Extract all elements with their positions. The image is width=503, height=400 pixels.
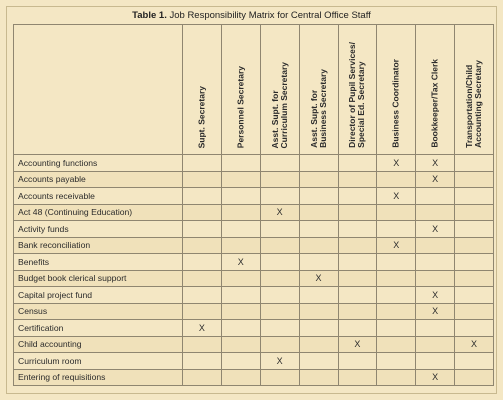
matrix-cell xyxy=(221,188,260,205)
matrix-cell xyxy=(416,336,455,353)
matrix-cell xyxy=(455,155,494,172)
matrix-cell xyxy=(183,270,222,287)
matrix-cell xyxy=(299,204,338,221)
matrix-cell xyxy=(338,171,377,188)
row-label: Accounts receivable xyxy=(14,188,183,205)
matrix-cell: X xyxy=(183,320,222,337)
matrix-cell xyxy=(260,320,299,337)
matrix-cell: X xyxy=(416,221,455,238)
matrix-cell: X xyxy=(416,171,455,188)
matrix-cell xyxy=(183,353,222,370)
matrix-cell xyxy=(260,336,299,353)
matrix-cell xyxy=(455,320,494,337)
matrix-cell: X xyxy=(455,336,494,353)
row-label: Bank reconciliation xyxy=(14,237,183,254)
matrix-cell xyxy=(221,237,260,254)
matrix-cell xyxy=(183,303,222,320)
matrix-cell xyxy=(260,270,299,287)
matrix-cell xyxy=(377,336,416,353)
column-header xyxy=(377,25,416,155)
matrix-cell xyxy=(338,320,377,337)
matrix-cell xyxy=(221,336,260,353)
column-header xyxy=(260,25,299,155)
row-label: Act 48 (Continuing Education) xyxy=(14,204,183,221)
matrix-cell xyxy=(455,221,494,238)
matrix-cell xyxy=(416,254,455,271)
matrix-cell: X xyxy=(377,155,416,172)
matrix-cell xyxy=(299,287,338,304)
matrix-cell: X xyxy=(416,303,455,320)
matrix-cell xyxy=(455,254,494,271)
matrix-cell xyxy=(299,155,338,172)
responsibility-matrix xyxy=(13,24,494,386)
matrix-cell xyxy=(377,369,416,386)
matrix-cell: X xyxy=(338,336,377,353)
matrix-cell xyxy=(338,204,377,221)
matrix-body xyxy=(14,155,494,386)
table-frame xyxy=(6,6,497,394)
table-row xyxy=(14,369,494,386)
table-row xyxy=(14,188,494,205)
column-header-label: Asst. Supt. for Curriculum Secretary xyxy=(269,61,289,148)
matrix-cell xyxy=(338,221,377,238)
table-title xyxy=(7,10,496,21)
matrix-cell xyxy=(338,287,377,304)
table-row xyxy=(14,287,494,304)
table-row xyxy=(14,171,494,188)
matrix-cell xyxy=(221,369,260,386)
matrix-cell xyxy=(416,353,455,370)
matrix-cell xyxy=(183,287,222,304)
table-row xyxy=(14,254,494,271)
matrix-cell xyxy=(299,188,338,205)
column-header-label: Asst. Supt. for Business Secretary xyxy=(308,69,328,148)
matrix-cell: X xyxy=(299,270,338,287)
matrix-cell xyxy=(455,287,494,304)
header-row xyxy=(14,25,494,155)
matrix-cell xyxy=(221,303,260,320)
matrix-cell xyxy=(338,369,377,386)
matrix-cell xyxy=(183,155,222,172)
matrix-cell xyxy=(183,254,222,271)
matrix-cell xyxy=(455,237,494,254)
matrix-cell xyxy=(260,237,299,254)
matrix-cell xyxy=(377,221,416,238)
table-row xyxy=(14,237,494,254)
row-label: Accounting functions xyxy=(14,155,183,172)
matrix-cell xyxy=(260,254,299,271)
matrix-cell xyxy=(221,171,260,188)
matrix-cell xyxy=(416,320,455,337)
matrix-cell xyxy=(260,369,299,386)
matrix-cell xyxy=(183,336,222,353)
matrix-cell xyxy=(260,303,299,320)
matrix-cell xyxy=(455,303,494,320)
matrix-cell xyxy=(377,171,416,188)
matrix-cell: X xyxy=(260,353,299,370)
matrix-cell: X xyxy=(221,254,260,271)
matrix-cell xyxy=(455,369,494,386)
row-label: Census xyxy=(14,303,183,320)
matrix-cell xyxy=(416,204,455,221)
table-row xyxy=(14,320,494,337)
table-number: Table 1. xyxy=(132,10,167,21)
matrix-cell: X xyxy=(416,155,455,172)
matrix-cell: X xyxy=(377,188,416,205)
matrix-cell xyxy=(260,171,299,188)
matrix-cell xyxy=(377,287,416,304)
matrix-cell xyxy=(221,155,260,172)
matrix-cell xyxy=(377,320,416,337)
column-header-label: Transportation/Child Accounting Secretary xyxy=(464,60,484,148)
matrix-cell xyxy=(338,237,377,254)
row-label: Certification xyxy=(14,320,183,337)
row-label: Capital project fund xyxy=(14,287,183,304)
matrix-cell xyxy=(183,204,222,221)
matrix-cell: X xyxy=(416,287,455,304)
table-row xyxy=(14,353,494,370)
matrix-cell xyxy=(260,221,299,238)
table-row xyxy=(14,336,494,353)
matrix-cell xyxy=(377,270,416,287)
table-row xyxy=(14,270,494,287)
table-row xyxy=(14,204,494,221)
matrix-cell xyxy=(299,353,338,370)
matrix-cell xyxy=(455,353,494,370)
matrix-cell xyxy=(221,320,260,337)
matrix-cell xyxy=(299,336,338,353)
matrix-cell xyxy=(455,188,494,205)
matrix-cell xyxy=(260,287,299,304)
matrix-cell xyxy=(338,188,377,205)
column-header-label: Personnel Secretary xyxy=(235,65,246,148)
matrix-cell xyxy=(221,287,260,304)
matrix-cell xyxy=(377,353,416,370)
matrix-cell xyxy=(183,171,222,188)
matrix-cell xyxy=(455,270,494,287)
table-caption: Job Responsibility Matrix for Central Office Staff xyxy=(166,10,371,21)
matrix-cell xyxy=(221,270,260,287)
row-label: Benefits xyxy=(14,254,183,271)
matrix-cell xyxy=(221,221,260,238)
row-label: Curriculum room xyxy=(14,353,183,370)
matrix-cell xyxy=(416,237,455,254)
table-row xyxy=(14,221,494,238)
column-header xyxy=(455,25,494,155)
row-label: Activity funds xyxy=(14,221,183,238)
matrix-cell xyxy=(416,270,455,287)
matrix-cell xyxy=(299,237,338,254)
matrix-cell xyxy=(221,204,260,221)
matrix-cell xyxy=(338,155,377,172)
matrix-cell xyxy=(455,171,494,188)
matrix-cell: X xyxy=(377,237,416,254)
corner-cell xyxy=(14,25,183,155)
matrix-cell xyxy=(299,254,338,271)
column-header xyxy=(183,25,222,155)
matrix-cell xyxy=(338,270,377,287)
matrix-cell xyxy=(260,155,299,172)
row-label: Budget book clerical support xyxy=(14,270,183,287)
matrix-cell: X xyxy=(260,204,299,221)
matrix-cell xyxy=(338,254,377,271)
column-header xyxy=(299,25,338,155)
column-header-label: Supt. Secretary xyxy=(196,85,207,148)
column-header-label: Bookkeeper/Tax Clerk xyxy=(429,59,440,148)
matrix-cell xyxy=(299,320,338,337)
matrix-cell xyxy=(299,369,338,386)
matrix-cell xyxy=(338,353,377,370)
matrix-cell xyxy=(183,237,222,254)
matrix-cell xyxy=(183,369,222,386)
matrix-cell xyxy=(377,303,416,320)
column-header xyxy=(221,25,260,155)
column-header xyxy=(416,25,455,155)
column-header-label: Director of Pupil Services/ Special Ed. Secretary xyxy=(347,42,367,148)
matrix-cell xyxy=(377,254,416,271)
matrix-cell xyxy=(260,188,299,205)
row-label: Entering of requisitions xyxy=(14,369,183,386)
matrix-cell xyxy=(338,303,377,320)
matrix-cell: X xyxy=(416,369,455,386)
matrix-cell xyxy=(455,204,494,221)
row-label: Accounts payable xyxy=(14,171,183,188)
matrix-cell xyxy=(183,188,222,205)
row-label: Child accounting xyxy=(14,336,183,353)
matrix-cell xyxy=(221,353,260,370)
matrix-cell xyxy=(299,171,338,188)
table-row xyxy=(14,303,494,320)
matrix-cell xyxy=(183,221,222,238)
matrix-cell xyxy=(299,303,338,320)
column-header-label: Business Coordinator xyxy=(390,59,401,148)
matrix-cell xyxy=(299,221,338,238)
matrix-cell xyxy=(377,204,416,221)
column-header xyxy=(338,25,377,155)
matrix-cell xyxy=(416,188,455,205)
table-row xyxy=(14,155,494,172)
